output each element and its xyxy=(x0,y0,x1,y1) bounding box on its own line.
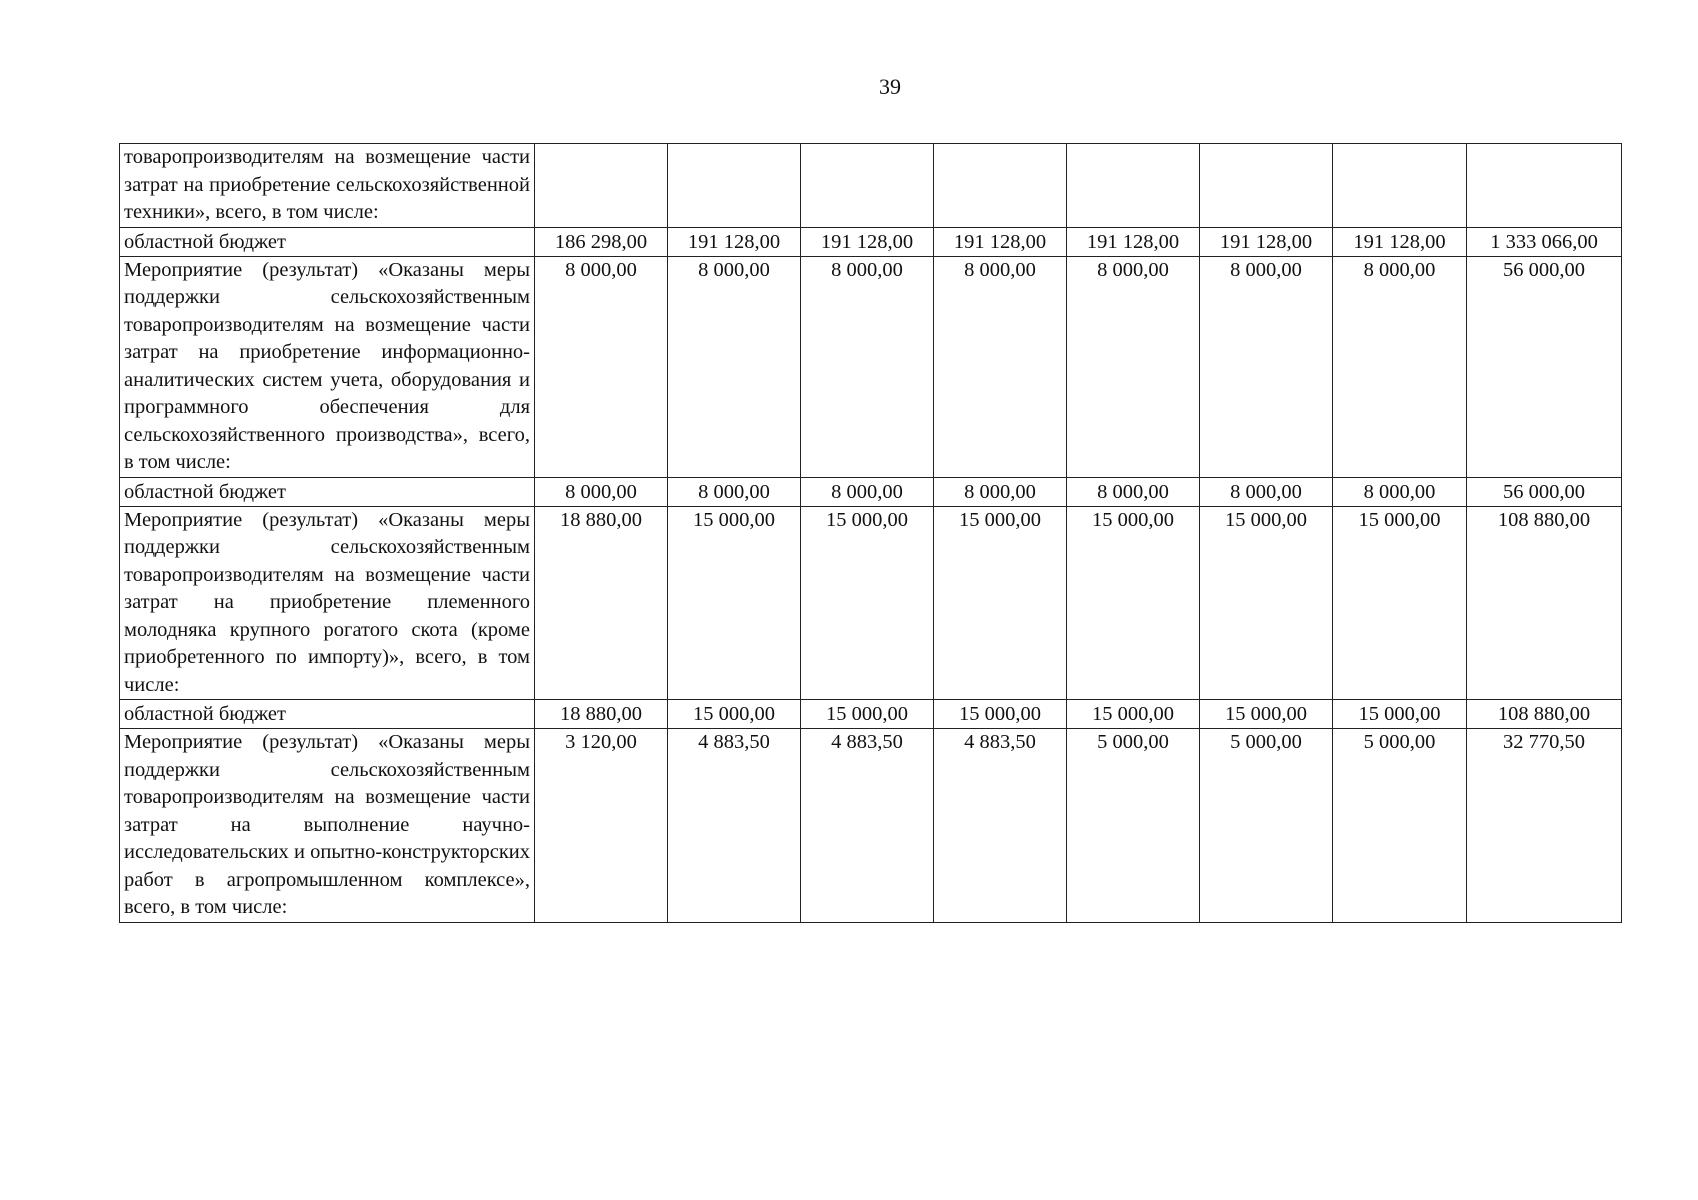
year-value-cell: 15 000,00 xyxy=(1333,700,1467,729)
year-value-cell: 5 000,00 xyxy=(1333,729,1467,923)
year-value-cell: 15 000,00 xyxy=(1067,700,1200,729)
year-value-cell: 191 128,00 xyxy=(1200,227,1333,256)
year-value-cell: 15 000,00 xyxy=(668,506,801,700)
budget-source-label: областной бюджет xyxy=(120,477,535,506)
year-value-cell: 191 128,00 xyxy=(668,227,801,256)
year-value-cell: 186 298,00 xyxy=(535,227,668,256)
page-number: 39 xyxy=(879,74,901,99)
year-value-cell: 8 000,00 xyxy=(934,256,1067,477)
total-value-cell xyxy=(1467,144,1622,228)
year-value-cell: 8 000,00 xyxy=(1200,477,1333,506)
budget-row xyxy=(120,227,1622,256)
year-value-cell: 5 000,00 xyxy=(1200,729,1333,923)
year-value-cell: 8 000,00 xyxy=(1067,477,1200,506)
measure-row xyxy=(120,144,1622,228)
budget-table xyxy=(119,143,1622,923)
total-value-cell: 56 000,00 xyxy=(1467,256,1622,477)
year-value-cell: 15 000,00 xyxy=(801,700,934,729)
total-value-cell: 108 880,00 xyxy=(1467,506,1622,700)
year-value-cell: 15 000,00 xyxy=(934,506,1067,700)
budget-source-label: областной бюджет xyxy=(120,227,535,256)
budget-row xyxy=(120,477,1622,506)
year-value-cell: 8 000,00 xyxy=(934,477,1067,506)
year-value-cell: 3 120,00 xyxy=(535,729,668,923)
measure-description: Мероприятие (результат) «Оказаны меры поддержки сельскохозяйственным товаропроизводителям на возмещение части затрат на выполнение научно-исследовательских и опытно-конструкторских работ в агропромышленном комплексе», всего, в том числе: xyxy=(120,729,535,923)
year-value-cell: 191 128,00 xyxy=(934,227,1067,256)
year-value-cell: 15 000,00 xyxy=(1200,506,1333,700)
year-value-cell: 15 000,00 xyxy=(1067,506,1200,700)
year-value-cell: 8 000,00 xyxy=(668,477,801,506)
year-value-cell: 4 883,50 xyxy=(934,729,1067,923)
year-value-cell xyxy=(535,144,668,228)
measure-row xyxy=(120,256,1622,477)
year-value-cell: 8 000,00 xyxy=(801,256,934,477)
measure-description: Мероприятие (результат) «Оказаны меры поддержки сельскохозяйственным товаропроизводителям на возмещение части затрат на приобретение информационно-аналитических систем учета, оборудования и программного обеспечения для сельскохозяйственного производства», всего, в том числе: xyxy=(120,256,535,477)
table-body xyxy=(120,144,1622,923)
year-value-cell: 8 000,00 xyxy=(1067,256,1200,477)
measure-description: товаропроизводителям на возмещение части затрат на приобретение сельскохозяйственной техники», всего, в том числе: xyxy=(120,144,535,228)
measure-row xyxy=(120,729,1622,923)
year-value-cell: 8 000,00 xyxy=(668,256,801,477)
measure-row xyxy=(120,506,1622,700)
measure-description: Мероприятие (результат) «Оказаны меры поддержки сельскохозяйственным товаропроизводителям на возмещение части затрат на приобретение племенного молодняка крупного рогатого скота (кроме приобретенного по импорту)», всего, в том числе: xyxy=(120,506,535,700)
year-value-cell: 8 000,00 xyxy=(535,256,668,477)
year-value-cell: 15 000,00 xyxy=(801,506,934,700)
budget-source-label: областной бюджет xyxy=(120,700,535,729)
year-value-cell: 8 000,00 xyxy=(1333,477,1467,506)
year-value-cell xyxy=(1067,144,1200,228)
year-value-cell: 4 883,50 xyxy=(668,729,801,923)
year-value-cell xyxy=(1333,144,1467,228)
year-value-cell: 4 883,50 xyxy=(801,729,934,923)
year-value-cell: 15 000,00 xyxy=(668,700,801,729)
total-value-cell: 56 000,00 xyxy=(1467,477,1622,506)
year-value-cell: 8 000,00 xyxy=(1200,256,1333,477)
year-value-cell: 8 000,00 xyxy=(801,477,934,506)
year-value-cell: 18 880,00 xyxy=(535,506,668,700)
year-value-cell: 191 128,00 xyxy=(1067,227,1200,256)
year-value-cell: 8 000,00 xyxy=(535,477,668,506)
total-value-cell: 1 333 066,00 xyxy=(1467,227,1622,256)
year-value-cell: 8 000,00 xyxy=(1333,256,1467,477)
year-value-cell xyxy=(1200,144,1333,228)
year-value-cell: 5 000,00 xyxy=(1067,729,1200,923)
year-value-cell xyxy=(801,144,934,228)
total-value-cell: 108 880,00 xyxy=(1467,700,1622,729)
year-value-cell: 191 128,00 xyxy=(1333,227,1467,256)
year-value-cell xyxy=(934,144,1067,228)
year-value-cell: 15 000,00 xyxy=(1200,700,1333,729)
year-value-cell: 18 880,00 xyxy=(535,700,668,729)
year-value-cell xyxy=(668,144,801,228)
total-value-cell: 32 770,50 xyxy=(1467,729,1622,923)
year-value-cell: 15 000,00 xyxy=(934,700,1067,729)
year-value-cell: 191 128,00 xyxy=(801,227,934,256)
budget-row xyxy=(120,700,1622,729)
year-value-cell: 15 000,00 xyxy=(1333,506,1467,700)
